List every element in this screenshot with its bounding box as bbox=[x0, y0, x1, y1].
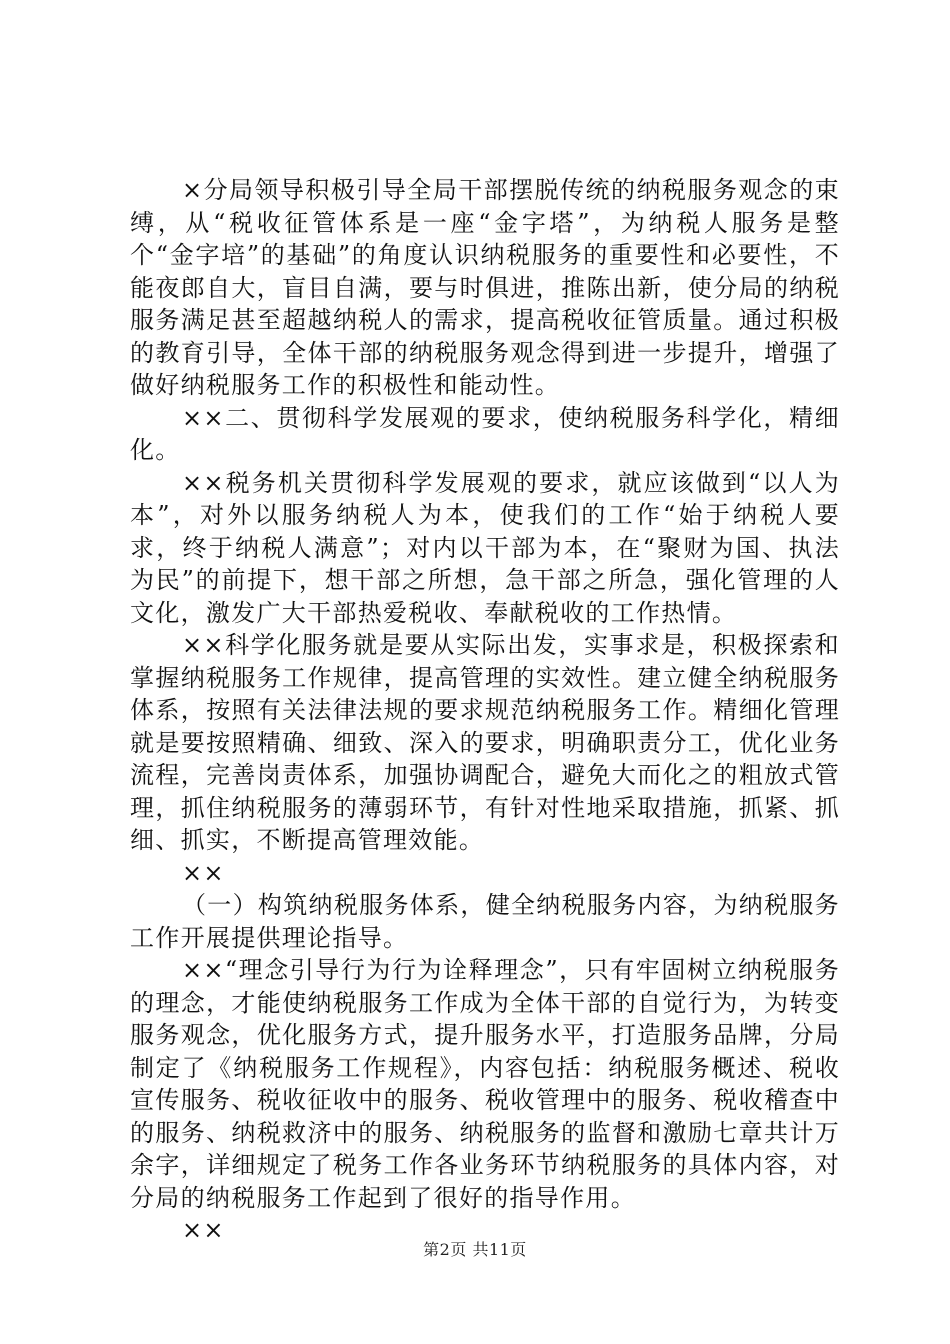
paragraph-leadership-guidance: ×分局领导积极引导全局干部摆脱传统的纳税服务观念的束缚，从“税收征管体系是一座“金字塔”，为纳税人服务是整个“金字培”的基础”的角度认识纳税服务的重要性和必要性，不能夜郎自大，盲目自满，要与时俱进，推陈出新，使分局的纳税服务满足甚至超越纳税人的需求，提高税收征管质量。通过积极的教育引导，全体干部的纳税服务观念得到进一步提升，增强了做好纳税服务工作的积极性和能动性。 bbox=[130, 176, 840, 399]
paragraph-placeholder-marks: ×× bbox=[182, 858, 225, 887]
paragraph-people-oriented: ××税务机关贯彻科学发展观的要求，就应该做到“以人为本”，对外以服务纳税人为本，使我们的工作“始于纳税人要求，终于纳税人满意”；对内以干部为本，在“聚财为国、执法为民”的前提下，想干部之所想，急干部之所急，强化管理的人文化，激发广大干部热爱税收、奉献税收的工作热情。 bbox=[130, 468, 840, 627]
paragraph-scientific-service: ××科学化服务就是要从实际出发，实事求是，积极探索和掌握纳税服务工作规律，提高管理的实效性。建立健全纳税服务体系，按照有关法律法规的要求规范纳税服务工作。精细化管理就是要按照精确、细致、深入的要求，明确职责分工，优化业务流程，完善岗责体系，加强协调配合，避免大而化之的粗放式管理，抓住纳税服务的薄弱环节，有针对性地采取措施，抓紧、抓细、抓实，不断提高管理效能。 bbox=[130, 631, 840, 854]
section-heading-two: ××二、贯彻科学发展观的要求，使纳税服务科学化，精细化。 bbox=[130, 403, 840, 464]
document-body bbox=[130, 174, 840, 1247]
paragraph-placeholder-marks-end: ×× bbox=[182, 1216, 225, 1244]
subsection-heading-one: （一）构筑纳税服务体系，健全纳税服务内容，为纳税服务工作开展提供理论指导。 bbox=[130, 891, 840, 952]
page-number-footer: 第2页 共11页 bbox=[423, 1240, 527, 1259]
paragraph-service-concept: ××“理念引导行为行为诠释理念”，只有牢固树立纳税服务的理念，才能使纳税服务工作成为全体干部的自觉行为，为转变服务观念，优化服务方式，提升服务水平，打造服务品牌，分局制定了《纳税服务工作规程》，内容包括：纳税服务概述、税收宣传服务、税收征收中的服务、税收管理中的服务、税收稽查中的服务、纳税救济中的服务、纳税服务的监督和激励七章共计万余字，详细规定了税务工作各业务环节纳税服务的具体内容，对分局的纳税服务工作起到了很好的指导作用。 bbox=[130, 956, 840, 1212]
